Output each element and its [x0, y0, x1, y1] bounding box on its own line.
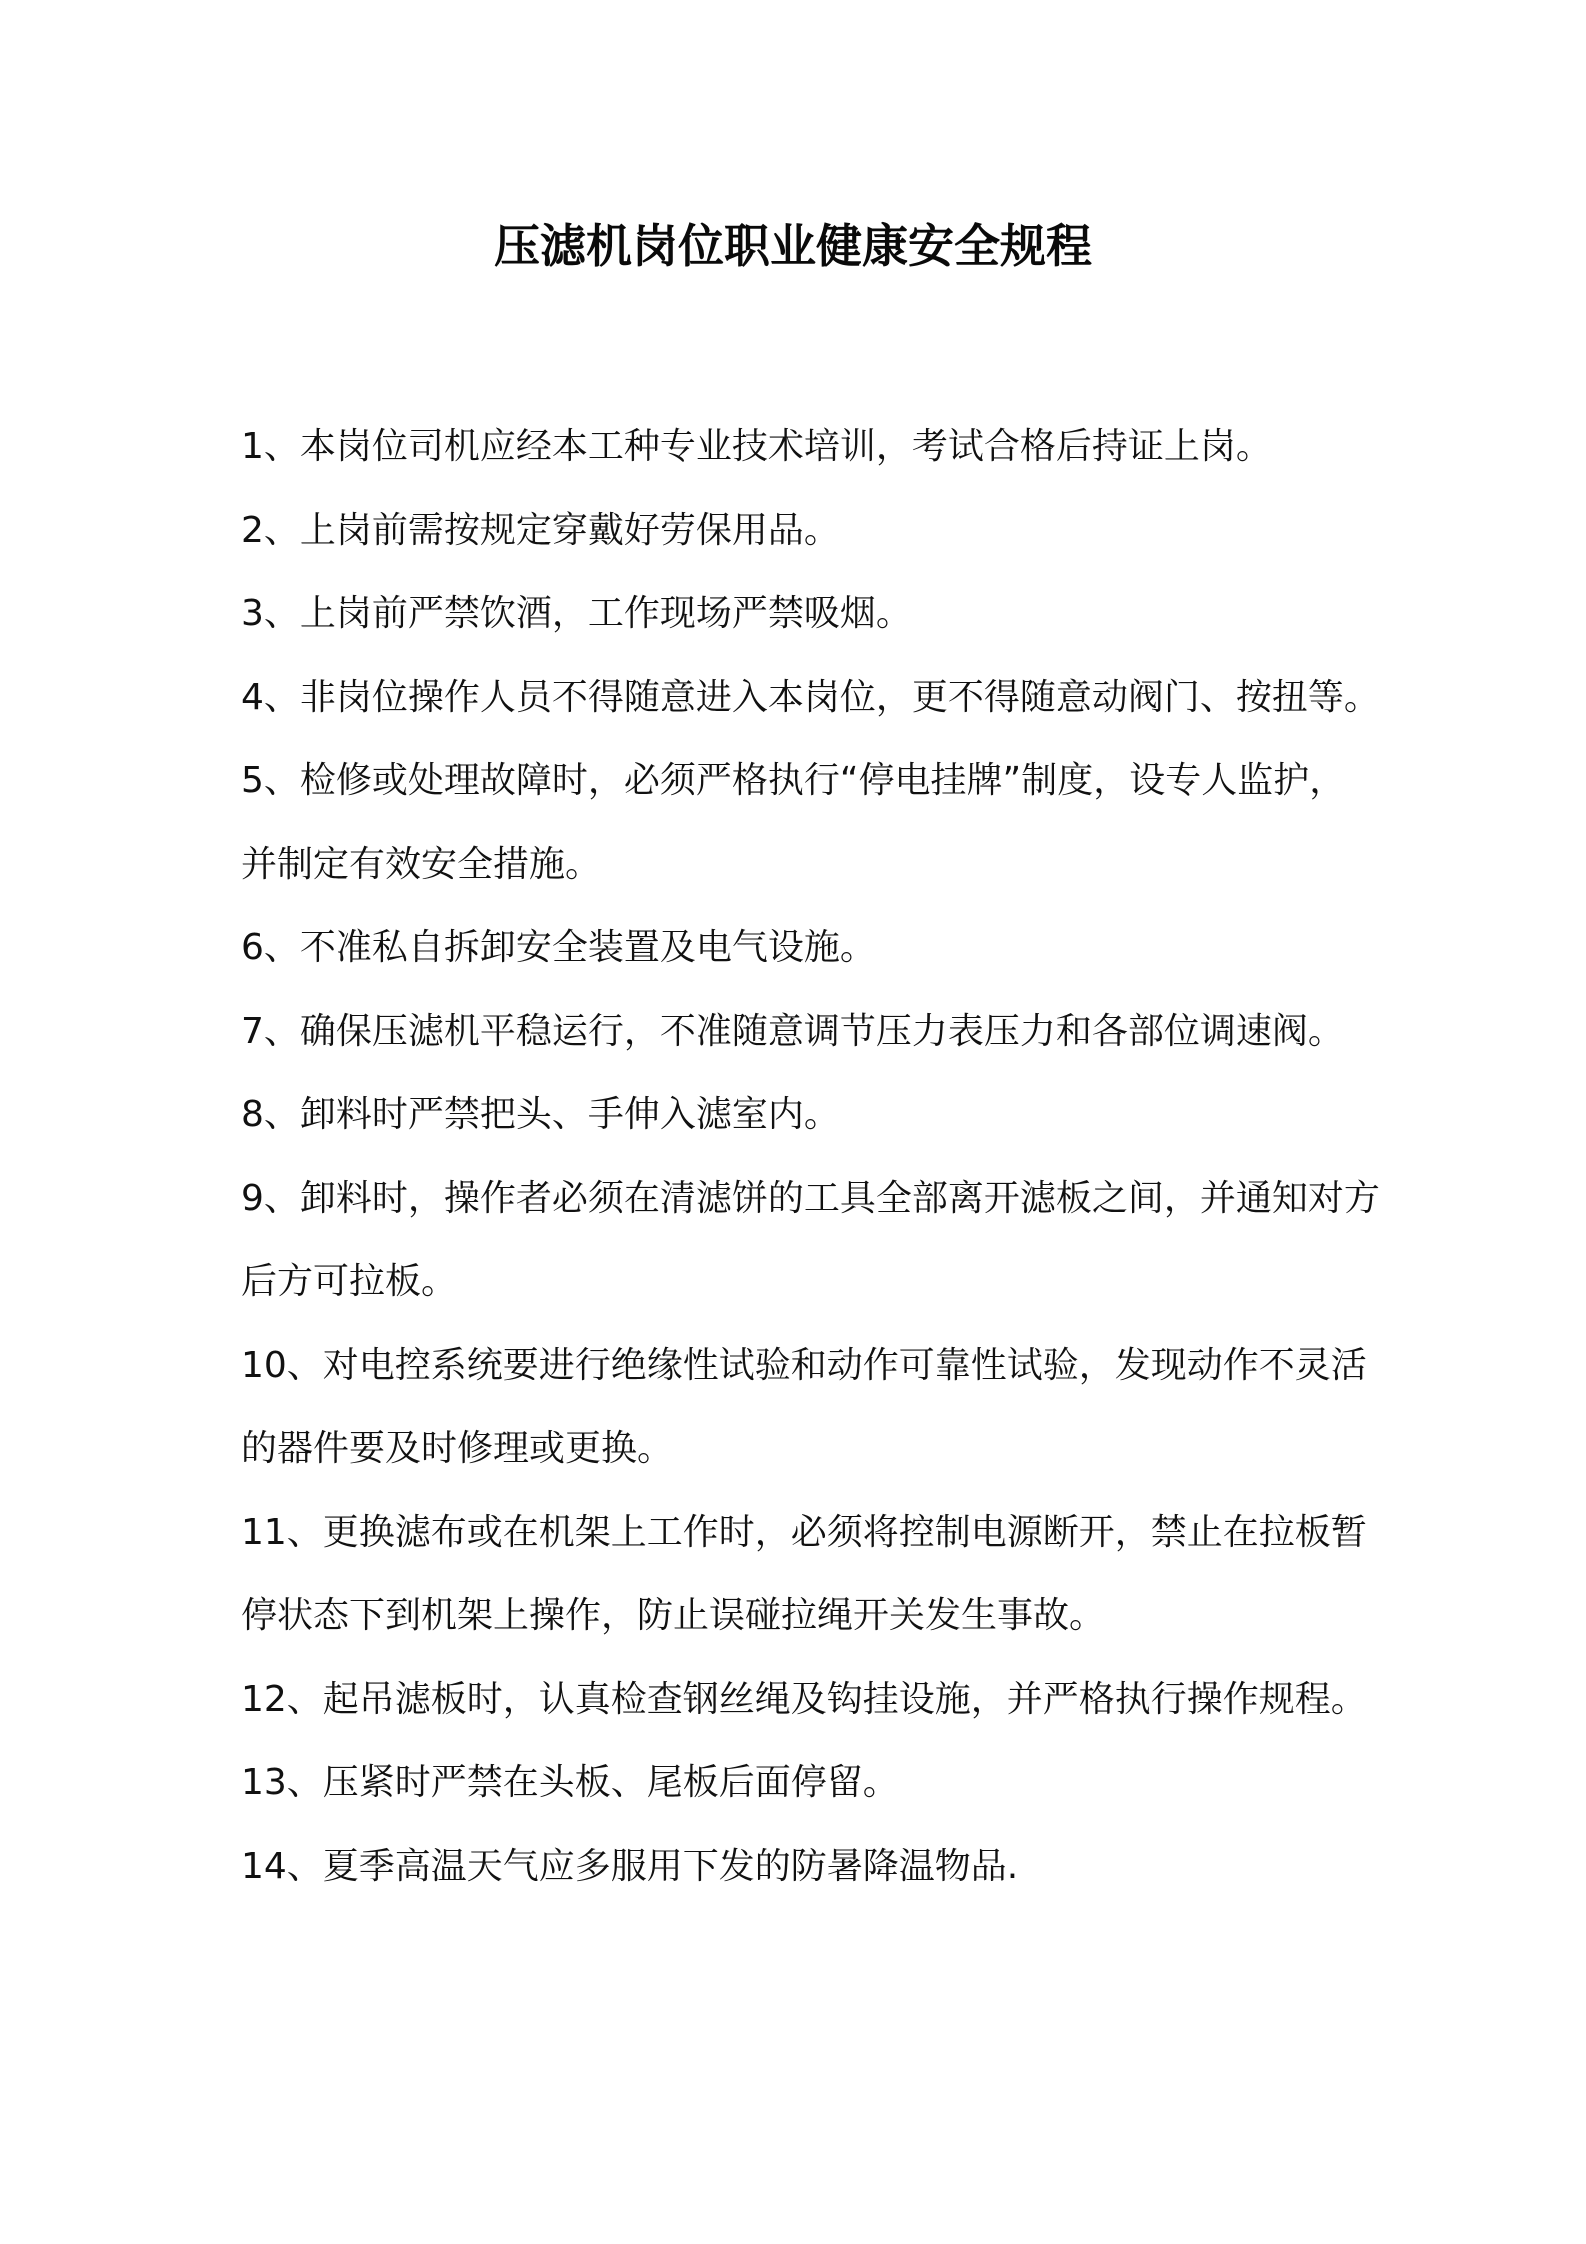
rule-item-13: 13、压紧时严禁在头板、尾板后面停留。 [241, 1762, 899, 1803]
rule-item-12: 12、起吊滤板时，认真检查钢丝绳及钩挂设施，并严格执行操作规程。 [241, 1678, 1367, 1720]
rule-item-3: 3、上岗前严禁饮酒，工作现场严禁吸烟。 [241, 593, 912, 634]
rule-item-5: 5、检修或处理故障时，必须严格执行“停电挂牌”制度，设专人监护，并制定有效安全措施。 [241, 760, 1346, 885]
rule-item-9: 9、卸料时，操作者必须在清滤饼的工具全部离开滤板之间，并通知对方后方可拉板。 [241, 1177, 1380, 1302]
document-title: 压滤机岗位职业健康安全规程 [494, 219, 1092, 273]
rule-item-10: 10、对电控系统要进行绝缘性试验和动作可靠性试验，发现动作不灵活的器件要及时修理或更换。 [241, 1344, 1367, 1469]
rule-item-7: 7、确保压滤机平稳运行，不准随意调节压力表压力和各部位调速阀。 [241, 1010, 1344, 1052]
rule-item-4: 4、非岗位操作人员不得随意进入本岗位，更不得随意动阀门、按扭等。 [241, 676, 1380, 718]
rule-item-14: 14、夏季高温天气应多服用下发的防暑降温物品. [241, 1845, 1019, 1887]
rule-item-1: 1、本岗位司机应经本工种专业技术培训，考试合格后持证上岗。 [241, 426, 1272, 467]
rule-item-11: 11、更换滤布或在机架上工作时，必须将控制电源断开，禁止在拉板暂停状态下到机架上操作，防止误碰拉绳开关发生事故。 [241, 1511, 1367, 1636]
rule-item-8: 8、卸料时严禁把头、手伸入滤室内。 [241, 1094, 840, 1135]
rule-item-2: 2、上岗前需按规定穿戴好劳保用品。 [241, 509, 840, 551]
rule-item-6: 6、不准私自拆卸安全装置及电气设施。 [241, 927, 876, 968]
rules-list [241, 405, 1381, 1908]
